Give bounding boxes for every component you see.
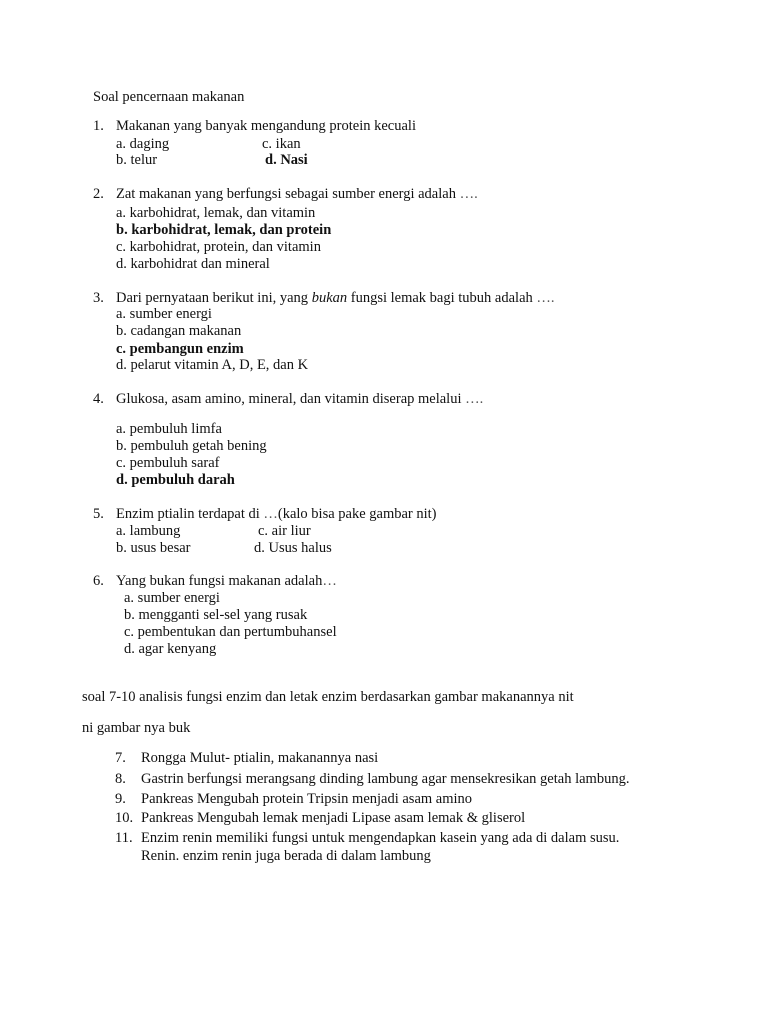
question-6-option-c: c. pembentukan dan pertumbuhansel [124, 624, 337, 640]
question-1-option-d-answer: d. Nasi [265, 152, 308, 168]
question-2-text-main: Zat makanan yang berfungsi sebagai sumber energi adalah [116, 186, 460, 202]
question-4-text-main: Glukosa, asam amino, mineral, dan vitamin diserap melalui [116, 391, 466, 407]
question-6-text [116, 573, 337, 590]
question-3-text-after: fungsi lemak bagi tubuh adalah [347, 290, 537, 306]
question-2-number: 2. [93, 186, 104, 202]
question-2-option-a: a. karbohidrat, lemak, dan vitamin [116, 205, 316, 221]
question-6-dots: … [322, 573, 337, 589]
question-2-option-c: c. karbohidrat, protein, dan vitamin [116, 239, 321, 255]
question-5-text-main: Enzim ptialin terdapat di [116, 506, 264, 522]
question-5-option-c: c. air liur [258, 523, 311, 539]
question-3-option-a: a. sumber energi [116, 306, 212, 322]
question-5-text-after: (kalo bisa pake gambar nit) [277, 506, 437, 522]
question-3-option-d: d. pelarut vitamin A, D, E, dan K [116, 357, 309, 373]
question-3-text-italic: bukan [311, 290, 348, 306]
question-1-number: 1. [93, 118, 104, 134]
list-item-8-text: Gastrin berfungsi merangsang dinding lambung agar mensekresikan getah lambung. [141, 771, 630, 787]
question-6-option-d: d. agar kenyang [124, 641, 217, 657]
list-item-11-text: Enzim renin memiliki fungsi untuk mengendapkan kasein yang ada di dalam susu. [141, 830, 620, 846]
question-2-option-b-answer: b. karbohidrat, lemak, dan protein [116, 222, 332, 238]
list-item-7-number: 7. [115, 750, 126, 766]
list-item-11-text-continued: Renin. enzim renin juga berada di dalam lambung [141, 848, 431, 864]
question-2-option-d: d. karbohidrat dan mineral [116, 256, 270, 272]
question-3-option-c-answer: c. pembangun enzim [116, 341, 244, 357]
question-3-option-b: b. cadangan makanan [116, 323, 242, 339]
list-item-9-text: Pankreas Mengubah protein Tripsin menjadi asam amino [141, 791, 473, 807]
question-6-option-a: a. sumber energi [124, 590, 220, 606]
question-3-text-before: Dari pernyataan berikut ini, yang [116, 290, 312, 306]
question-5-option-a: a. lambung [116, 523, 181, 539]
list-item-7-text: Rongga Mulut- ptialin, makanannya nasi [141, 750, 379, 766]
question-5-dots: … [263, 506, 278, 522]
question-4-option-c: c. pembuluh saraf [116, 455, 220, 471]
question-5-option-b: b. usus besar [116, 540, 191, 556]
question-2-dots: …. [459, 186, 478, 202]
question-3-text [116, 290, 555, 307]
question-5-option-d: d. Usus halus [254, 540, 332, 556]
list-item-9-number: 9. [115, 791, 126, 807]
question-1-text: Makanan yang banyak mengandung protein kecuali [116, 118, 416, 134]
question-6-number: 6. [93, 573, 104, 589]
question-1-option-c: c. ikan [262, 136, 301, 152]
question-4-option-b: b. pembuluh getah bening [116, 438, 267, 454]
list-item-11-number: 11. [115, 830, 133, 846]
question-4-number: 4. [93, 391, 104, 407]
question-4-option-a: a. pembuluh limfa [116, 421, 222, 437]
question-4-text [116, 391, 483, 408]
question-4-option-d-answer: d. pembuluh darah [116, 472, 235, 488]
question-3-dots: …. [536, 290, 555, 306]
question-2-text [116, 186, 478, 203]
question-5-number: 5. [93, 506, 104, 522]
list-item-8-number: 8. [115, 771, 126, 787]
question-5-text [116, 506, 437, 523]
note-analysis: soal 7-10 analisis fungsi enzim dan letak enzim berdasarkan gambar makanannya nit [82, 689, 574, 705]
list-item-10-text: Pankreas Mengubah lemak menjadi Lipase asam lemak & gliserol [141, 810, 526, 826]
question-6-text-main: Yang bukan fungsi makanan adalah [116, 573, 323, 589]
note-picture: ni gambar nya buk [82, 720, 191, 736]
question-4-dots: …. [465, 391, 484, 407]
document-title: Soal pencernaan makanan [93, 89, 245, 105]
list-item-10-number: 10. [115, 810, 134, 826]
question-1-option-b: b. telur [116, 152, 158, 168]
question-1-option-a: a. daging [116, 136, 170, 152]
question-3-number: 3. [93, 290, 104, 306]
question-6-option-b: b. mengganti sel-sel yang rusak [124, 607, 308, 623]
